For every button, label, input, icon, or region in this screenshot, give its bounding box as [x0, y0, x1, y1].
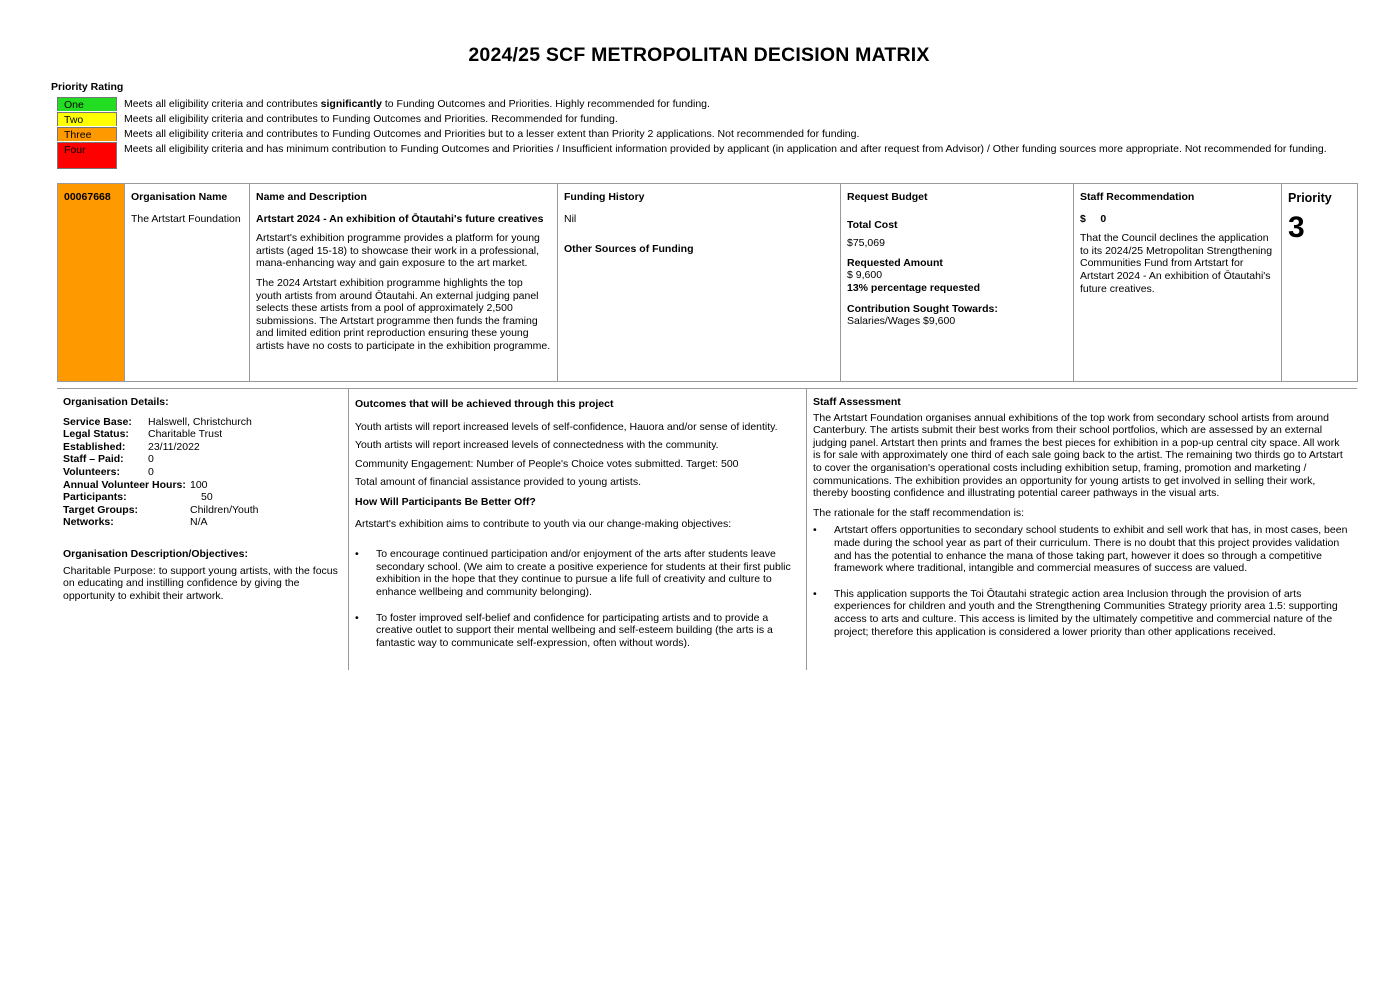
volunteer-hours-label: Annual Volunteer Hours: [63, 478, 186, 491]
priority-heading: Priority [1288, 191, 1332, 205]
staff-assessment-section [813, 396, 1349, 651]
priority-swatch-three: Three [57, 127, 117, 141]
established-value: 23/11/2022 [148, 440, 200, 453]
service-base-value: Halswell, Christchurch [148, 415, 252, 428]
priority-legend-row-four [57, 142, 1327, 169]
project-name: Artstart 2024 - An exhibition of Ōtautahi's future creatives [256, 212, 544, 225]
participants-value: 50 [201, 491, 213, 504]
total-cost-value: $75,069 [847, 237, 885, 250]
funding-history-value: Nil [564, 212, 577, 225]
priority-description-one: Meets all eligibility criteria and contributes significantly to Funding Outcomes and Priorities. Highly recommended for funding. [124, 98, 710, 110]
outcomes-section [355, 398, 795, 662]
better-off-intro: Artstart's exhibition aims to contribute to youth via our change-making objectives: [355, 517, 732, 530]
priority-legend-row-two [57, 112, 1327, 127]
better-off-heading: How Will Participants Be Better Off? [355, 495, 536, 508]
priority-value: 3 [1288, 211, 1305, 244]
priority-cell [1282, 184, 1358, 382]
outcome-item: Youth artists will report increased levels of connectedness with the community. [355, 439, 719, 452]
established-row [63, 441, 343, 454]
outcomes-heading: Outcomes that will be achieved through this project [355, 398, 614, 410]
staff-paid-row [63, 453, 343, 466]
legal-status-value: Charitable Trust [148, 428, 223, 441]
requested-amount-value: $ 9,600 [847, 269, 883, 282]
volunteer-hours-row [63, 479, 343, 492]
service-base-row [63, 416, 343, 429]
application-row [58, 184, 1358, 382]
priority-swatch-four: Four [57, 142, 117, 169]
networks-row [63, 516, 343, 529]
legal-status-label: Legal Status: [63, 428, 129, 441]
percentage-requested: 13% percentage requested [847, 281, 981, 294]
page-title: 2024/25 SCF METROPOLITAN DECISION MATRIX [468, 44, 930, 66]
priority-description-four: Meets all eligibility criteria and has minimum contribution to Funding Outcomes and Priorities / Insufficient information provided by applicant (in application and after request from Advisor) / Other funding sources more appropriate. Not recommended for funding. [124, 143, 1327, 155]
priority-swatch-two: Two [57, 112, 117, 126]
organisation-description: Charitable Purpose: to support young artists, with the focus on educating and instilling confidence by giving the opportunity to exhibit their artwork. [63, 564, 338, 602]
contribution-label: Contribution Sought Towards: [847, 302, 998, 315]
funding-history-cell [558, 184, 841, 382]
rationale-list [813, 524, 1349, 638]
better-off-list [355, 548, 795, 649]
priority-legend-row-one [57, 97, 1327, 112]
name-description-heading: Name and Description [256, 191, 367, 203]
rationale-bullet: • Artstart offers opportunities to secondary school students to exhibit and sell work that has, in most cases, been made during the school year as part of their curriculum. There is no doubt that this project provides validation and has the potential to enhance the mana of those taking part, however it does so through a competitive framework where traditional, intangible and commercial measures of success are valued. [834, 524, 1349, 574]
staff-paid-value: 0 [148, 453, 154, 466]
service-base-label: Service Base: [63, 415, 132, 428]
target-groups-row [63, 504, 343, 517]
requested-amount-label: Requested Amount [847, 256, 943, 269]
decision-matrix-table [57, 183, 1358, 382]
column-divider-2 [806, 388, 807, 670]
request-budget-heading: Request Budget [847, 191, 928, 203]
request-budget-cell [841, 184, 1074, 382]
application-id-cell [58, 184, 125, 382]
organisation-details-section [63, 396, 343, 602]
priority-legend-row-three [57, 127, 1327, 142]
target-groups-label: Target Groups: [63, 503, 139, 516]
rationale-intro: The rationale for the staff recommendation is: [813, 506, 1025, 519]
volunteers-label: Volunteers: [63, 465, 120, 478]
funding-history-heading: Funding History [564, 191, 645, 203]
better-off-bullet: • To foster improved self-belief and confidence for participating artists and to provide a creative outlet to support their mental wellbeing and self-esteem building (the arts is a fantastic way to communicate self-expression, often without words). [376, 612, 795, 650]
outcome-item: Community Engagement: Number of People's Choice votes submitted. Target: 500 [355, 457, 739, 470]
outcome-item: Youth artists will report increased levels of self-confidence, Hauora and/or sense of identity. [355, 420, 778, 433]
volunteers-row [63, 466, 343, 479]
project-description-2: The 2024 Artstart exhibition programme highlights the top youth artists from around Ōtautahi. An external judging panel selects these artists from a pool of approximately 2,500 submissions. The Artstart programme then funds the framing and limited edition print reproduction ensuring these young artists have no costs to participate in the exhibition programme. [256, 276, 551, 352]
organisation-details-heading: Organisation Details: [63, 396, 169, 408]
better-off-bullet: • To encourage continued participation and/or enjoyment of the arts after students leave secondary school. (We aim to create a positive experience for students at their first public exhibition in the hope that they continue to pursue a life full of creativity and culture to enhance wellbeing and community belonging). [376, 548, 795, 598]
application-id: 00067668 [64, 191, 111, 203]
volunteers-value: 0 [148, 465, 154, 478]
networks-label: Networks: [63, 516, 114, 529]
priority-description-two: Meets all eligibility criteria and contributes to Funding Outcomes and Priorities. Recommended for funding. [124, 113, 618, 125]
staff-paid-label: Staff – Paid: [63, 453, 124, 466]
staff-assessment-text: The Artstart Foundation organises annual exhibitions of the top work from secondary school artists from around Canterbury. The artists submit their best works from their school portfolios, which are assessed by an external judging panel. Artstart then prints and frames the best pieces for exhibition in a pop-up central city space. All work is for sale with approximately one third of each sale going back to the artist. The remaining two thirds go to Artstart to cover the organisation's operational costs including exhibition setup, framing, promotion and marketing / communications. The exhibition provides an opportunity for young artists to get involved in selling their work, thereby boosting confidence and illustrating potential career pathways in the visual arts. [813, 411, 1343, 500]
organisation-name-cell [125, 184, 250, 382]
staff-recommendation-text: That the Council declines the application to its 2024/25 Metropolitan Strengthening Communities Fund from Artstart for Artstart 2024 - An exhibition of Ōtautahi's future creatives. [1080, 232, 1273, 295]
organisation-description-heading: Organisation Description/Objectives: [63, 547, 248, 560]
rationale-bullet: • This application supports the Toi Ōtautahi strategic action area Inclusion through the provision of arts experiences for children and youth and the Strengthening Communities Strategy priority area 1.5: supporting access to arts and culture. This access is limited by the ultimately competitive and commercial nature of the project; therefore this application is considered a lower priority than other applications received. [834, 588, 1349, 638]
section-divider [57, 388, 1357, 389]
priority-rating-heading: Priority Rating [51, 81, 124, 93]
contribution-value: Salaries/Wages $9,600 [847, 315, 956, 328]
priority-swatch-one: One [57, 97, 117, 111]
name-description-cell [250, 184, 558, 382]
established-label: Established: [63, 440, 126, 453]
volunteer-hours-value: 100 [190, 478, 208, 491]
outcome-item: Total amount of financial assistance provided to young artists. [355, 476, 641, 489]
priority-description-three: Meets all eligibility criteria and contributes to Funding Outcomes and Priorities but to a lesser extent than Priority 2 applications. Not recommended for funding. [124, 128, 860, 140]
other-sources-heading: Other Sources of Funding [564, 243, 694, 256]
participants-label: Participants: [63, 491, 127, 504]
organisation-name-heading: Organisation Name [131, 191, 228, 203]
project-description-1: Artstart's exhibition programme provides a platform for young artists (aged 15-18) to showcase their work in a professional, mana-enhancing way and gain exposure to the art market. [256, 232, 540, 270]
total-cost-label: Total Cost [847, 218, 898, 231]
priority-legend [57, 97, 1327, 169]
target-groups-value: Children/Youth [190, 503, 259, 516]
participants-row [63, 491, 343, 504]
staff-assessment-heading: Staff Assessment [813, 396, 901, 408]
staff-recommendation-heading: Staff Recommendation [1080, 191, 1195, 203]
networks-value: N/A [190, 516, 208, 529]
staff-recommendation-cell [1074, 184, 1282, 382]
legal-status-row [63, 428, 343, 441]
staff-recommendation-amount: $ 0 [1080, 212, 1107, 225]
column-divider-1 [348, 388, 349, 670]
organisation-name: The Artstart Foundation [131, 212, 241, 225]
